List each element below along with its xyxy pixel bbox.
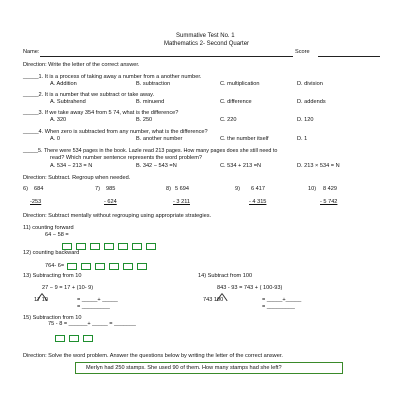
q2-option-d: D. addends xyxy=(297,99,326,105)
q13-work-line-2: = _________ xyxy=(77,304,110,310)
item-10-top: 8 429 xyxy=(323,186,337,192)
item-10-bottom: - 5 742 xyxy=(320,199,338,205)
q3-option-d: D. 120 xyxy=(297,117,314,123)
score-line[interactable] xyxy=(318,56,380,57)
word-problem-text: Merlyn had 250 stamps. She used 90 of them. How many stamps had she left? xyxy=(86,365,282,371)
q1-option-a: A. Addition xyxy=(50,81,77,87)
q12-box-2[interactable] xyxy=(81,263,91,270)
q4-option-d: D. 1 xyxy=(297,136,308,142)
q12-equation: 764- 6= xyxy=(45,263,65,269)
q1-option-c: C. multiplication xyxy=(220,81,260,87)
item-6-bottom: -253 xyxy=(30,199,42,205)
section4-direction: Direction: Solve the word problem. Answer the questions below by writing the letter of the correct answer. xyxy=(23,353,283,359)
question-2-prompt: _____2. It is a number that we subtract or take away. xyxy=(23,92,155,98)
q2-option-c: C. difference xyxy=(220,99,252,105)
item-10-number: 10) xyxy=(308,186,317,192)
q11-equation: 64 − 58 = xyxy=(45,232,69,238)
question-4-prompt: _____4. When zero is subtracted from any number, what is the difference? xyxy=(23,129,208,135)
item-7-bottom: - 624 xyxy=(104,199,117,205)
q5-option-b: B. 342 − 543 =N xyxy=(136,163,177,169)
q11-box-2[interactable] xyxy=(76,243,86,250)
q13-label: 13) Subtracting from 10 xyxy=(23,273,82,279)
q4-option-b: B. another number xyxy=(136,136,183,142)
q13-equation: 27 − 9 = 17 + (10- 9) xyxy=(42,285,94,291)
q13-split-values: 17 10 xyxy=(34,297,48,303)
q11-box-5[interactable] xyxy=(118,243,128,250)
item-8-number: 8) xyxy=(166,186,171,192)
item-7-top: 985 xyxy=(106,186,116,192)
q15-label: 15) Subtraction from 10 xyxy=(23,315,82,321)
q12-box-1[interactable] xyxy=(67,263,77,270)
test-title: Summative Test No. 1 xyxy=(176,33,235,39)
q12-label: 12) counting backward xyxy=(23,250,80,256)
q15-equation: 75 - 8 = ______+ _____ = _______ xyxy=(48,321,136,327)
q4-option-a: A. 0 xyxy=(50,136,60,142)
q5-option-d: D. 213 × 534 = N xyxy=(297,163,340,169)
score-label: Score xyxy=(295,49,310,55)
q14-label: 14) Subtract from 100 xyxy=(198,273,253,279)
q3-option-c: C. 220 xyxy=(220,117,237,123)
q12-box-5[interactable] xyxy=(123,263,133,270)
q11-box-1[interactable] xyxy=(62,243,72,250)
q12-box-4[interactable] xyxy=(109,263,119,270)
q14-equation: 843 - 93 = 743 + ( 100-93) xyxy=(217,285,283,291)
name-line[interactable] xyxy=(40,56,293,57)
question-5-prompt: _____5. There were 534 pages in the book. Lazle read 213 pages. How many pages does she still need to xyxy=(23,148,278,154)
item-7-number: 7) xyxy=(95,186,100,192)
item-9-number: 9) xyxy=(235,186,240,192)
q14-split-values: 743 100 xyxy=(203,297,224,303)
item-6-top: 684 xyxy=(34,186,44,192)
q5-option-c: C. 534 + 213 =N xyxy=(220,163,262,169)
q12-box-3[interactable] xyxy=(95,263,105,270)
q1-option-d: D. division xyxy=(297,81,323,87)
q1-option-b: B. subtraction xyxy=(136,81,171,87)
name-label: Name: xyxy=(23,49,40,55)
q15-box-1[interactable] xyxy=(55,335,65,342)
q4-option-c: C. the number itself xyxy=(220,136,269,142)
q11-box-6[interactable] xyxy=(132,243,142,250)
test-subtitle: Mathematics 2- Second Quarter xyxy=(164,41,250,47)
question-1-prompt: _____1. It is a process of taking away a number from a another number. xyxy=(23,74,202,80)
question-5-prompt-cont: read? Which number sentence represents the word problem? xyxy=(50,155,203,161)
word-problem-box xyxy=(75,362,343,374)
q11-box-3[interactable] xyxy=(90,243,100,250)
section3-direction: Direction: Subtract mentally without regrouping using appropriate strategies. xyxy=(23,213,212,219)
section1-direction: Direction: Write the letter of the correct answer. xyxy=(23,62,140,68)
q3-option-a: A. 320 xyxy=(50,117,67,123)
q12-box-6[interactable] xyxy=(137,263,147,270)
q14-work-line-1: = _____+_____ xyxy=(262,297,302,303)
item-8-top: 5 694 xyxy=(175,186,189,192)
q2-option-b: B. minuend xyxy=(136,99,165,105)
q11-label: 11) counting forward xyxy=(23,225,74,231)
item-8-bottom: - 3 211 xyxy=(173,199,190,205)
q2-option-a: A. Subtrahend xyxy=(50,99,86,105)
item-9-bottom: - 4 315 xyxy=(249,199,267,205)
q5-option-a: A. 534 − 213 = N xyxy=(50,163,93,169)
q13-work-line-1: = _____+ _____ xyxy=(77,297,118,303)
item-9-top: 6 417 xyxy=(251,186,265,192)
section2-direction: Direction: Subtract. Regroup when needed. xyxy=(23,175,131,181)
item-6-number: 6) xyxy=(23,186,28,192)
q3-option-b: B. 250 xyxy=(136,117,153,123)
q14-work-line-2: = _________ xyxy=(262,304,295,310)
q15-box-3[interactable] xyxy=(83,335,93,342)
q11-box-4[interactable] xyxy=(104,243,114,250)
q15-box-2[interactable] xyxy=(69,335,79,342)
question-3-prompt: _____3. If we take away 354 from 5 74, what is the difference? xyxy=(23,110,179,116)
q11-box-7[interactable] xyxy=(146,243,156,250)
